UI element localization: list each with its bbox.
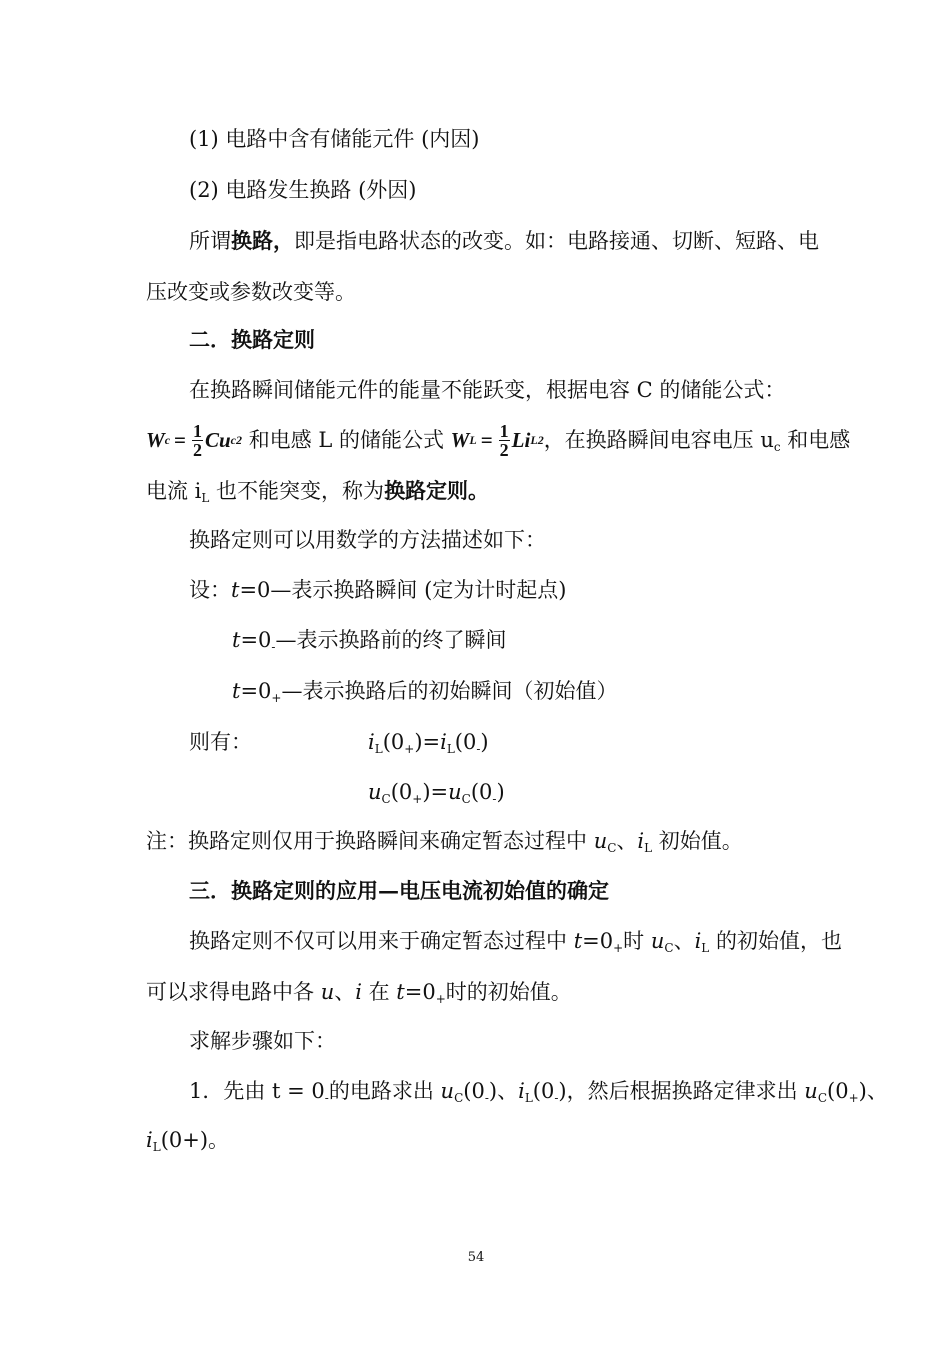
note: 注：换路定则仅用于换路瞬间来确定暂态过程中 $u_C$、$i_L$ 初始值。 [146,829,743,855]
paragraph-rule: 电流 $i_L$ 也不能突变，称为换路定则。 [146,478,490,505]
then-label: 则有： [189,730,252,754]
paragraph-switching-def-cont: 压改变或参数改变等。 [146,280,356,304]
paragraph-energy: 在换路瞬间储能元件的能量不能跃变，根据电容 C 的储能公式： [189,378,786,402]
def-t0: 设：t=0—表示换路瞬间 (定为计时起点) [189,578,567,602]
inductor-energy-formula: W L = $\frac{1}{2}$ Li L 2 [450,420,544,460]
paragraph-application: 换路定则不仅可以用来于确定暂态过程中 $t=0_+$时 $u_C$、$i_L$ 的初始值，也 [189,929,842,955]
fraction-half: $\frac{1}{2}$ [192,420,202,460]
step-1: 1．先由 $t = 0_-$的电路求出 $u_C(0_-)$、$i_L(0_-)$，然后根据换路定律求出 $u_C(0_+)$、 [189,1079,888,1105]
condition-1: (1) 电路中含有储能元件 (内因) [189,127,480,151]
equation-current: $i_L(0_+)=i_L(0_-)$ [368,730,489,756]
capacitor-energy-formula: W c = $\frac{1}{2}$ Cu c 2 [146,420,242,460]
paragraph-application-cont: 可以求得电路中各 u、i 在 $t=0_+$时的初始值。 [146,980,572,1006]
condition-2: (2) 电路发生换路 (外因) [189,178,417,202]
step-1-cont: $i_L(0+)$。 [146,1128,230,1154]
equation-voltage: $u_C(0_+)=u_C(0_-)$ [368,780,505,806]
paragraph-steps: 求解步骤如下： [189,1029,336,1053]
page-number: 54 [467,1250,485,1265]
formula-line: W c = $\frac{1}{2}$ Cu c 2 和电感 L 的储能公式 W L = $\frac{1}{2}$ Li L 2 ，在换路瞬间电容电压 $u_c$ 和电感 [146,418,850,462]
def-t0-plus: $t=0_+—$表示换路后的初始瞬间（初始值） [232,679,618,705]
heading-section-3: 三．换路定则的应用—电压电流初始值的确定 [189,878,609,903]
def-t0-minus: $t=0_-—$表示换路前的终了瞬间 [232,628,507,654]
paragraph-math-desc: 换路定则可以用数学的方法描述如下： [189,528,546,552]
fraction-half: $\frac{1}{2}$ [499,420,509,460]
heading-section-2: 二．换路定则 [189,327,315,352]
paragraph-switching-def: 所谓换路，即是指电路状态的改变。如：电路接通、切断、短路、电 [189,228,819,253]
